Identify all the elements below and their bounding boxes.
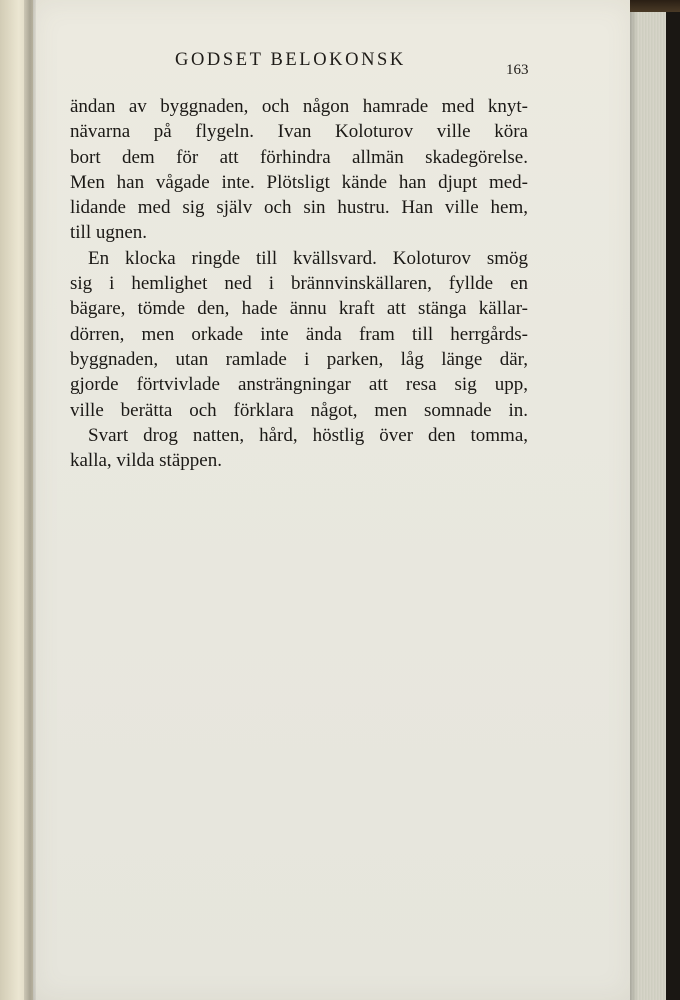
text-line: ändan av byggnaden, och någon hamrade med knyt- <box>70 96 528 117</box>
text-line: byggnaden, utan ramlade i parken, låg länge där, <box>70 348 528 370</box>
book-gutter <box>24 0 36 1000</box>
book-binding <box>666 0 680 1000</box>
text-line: till ugnen. <box>70 222 148 244</box>
text-line: Men han vågade inte. Plötsligt kände han djupt med- <box>70 171 528 193</box>
body-text <box>70 94 528 473</box>
text-line: ville berätta och förklara något, men somnade in. <box>70 399 528 421</box>
text-line: Svart drog natten, hård, höstlig över den tomma, <box>88 424 528 446</box>
page-number: 163 <box>506 62 529 78</box>
text-line: dörren, men orkade inte ända fram till herrgårds- <box>70 323 528 345</box>
text-line: sig i hemlighet ned i brännvinskällaren, fyllde en <box>70 273 528 295</box>
page-edge-shadow <box>630 0 638 1000</box>
text-line: bort dem för att förhindra allmän skadegörelse. <box>70 146 528 168</box>
text-line: bägare, tömde den, hade ännu kraft att stänga källar- <box>70 298 528 320</box>
text-line: kalla, vilda stäppen. <box>70 450 222 472</box>
text-line: En klocka ringde till kvällsvard. Koloturov smög <box>88 247 528 269</box>
binding-top <box>630 0 680 12</box>
text-line: lidande med sig själv och sin hustru. Han ville hem, <box>70 197 528 219</box>
running-head: GODSET BELOKONSK <box>175 50 406 70</box>
text-line: nävarna på flygeln. Ivan Koloturov ville köra <box>70 121 528 143</box>
text-line: gjorde förtvivlade ansträngningar att resa sig upp, <box>70 374 528 396</box>
